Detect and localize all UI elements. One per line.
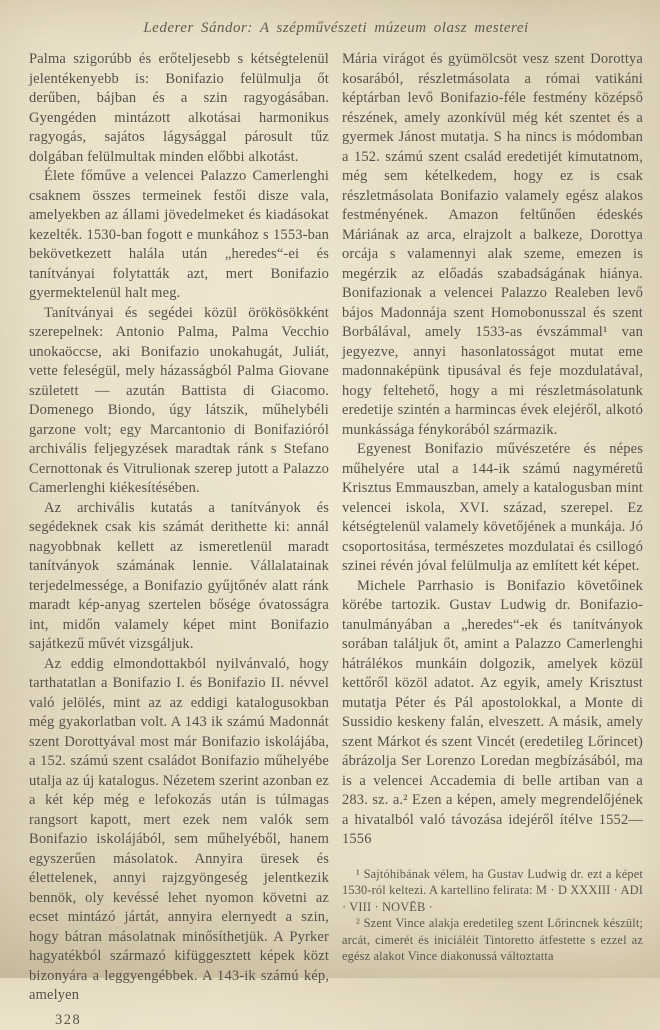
paragraph: Tanítványai és segédei közül örökösökként szerepelnek: Antonio Palma, Palma Vecchio unokaöccse, aki Bonifazio unokahugát, Juliát, vette feleségül, mely házasságból Palma Giovane született — azután Battista di Giacomo. Domenego Biondo, úgy látszik, műhelybéli garzone volt; egy Marcantonio di Bonifazióról archivális feljegyzések maradtak ránk s Stefano Cernottonak és Vitrulionak szerep jutott a Palazzo Camerlenghi kiékesítésében. bbox=[29, 304, 329, 499]
paragraph: Élete főműve a velencei Palazzo Camerlenghi csaknem összes termeinek festői disze vala, amelyekben az állami jövedelmeket és kiadásokat kezelték. 1530-ban fogott e munkához s 1553-ban bekövetkezett halála után „heredes“-ei és tanítványai folytatták azt, mert Bonifazio gyermektelenül halt meg. bbox=[29, 167, 329, 304]
footnote-2: ² Szent Vince alakja eredetileg szent Lőrincnek készült; arcát, cimerét és iniciáléit Tintoretto átfestette s ezzel az egész alakot Vince diakonussá változtatta bbox=[342, 915, 643, 965]
page-number: 328 bbox=[55, 1011, 329, 1030]
paragraph: Az archivális kutatás a tanítványok és segédeknek csak kis számát derithette ki: annál nagyobbnak kellett az ismeretlenül maradt tanítványok számának lennie. Vállalatainak terjedelmessége, a Bonifazio gyűjtőnév alatt ránk maradt kép-anyag szertelen bősége óvatosságra int, midőn valamely képet mint Bonifazio sajátkezű művét vizsgáljuk. bbox=[29, 499, 329, 655]
paragraph: Palma szigorúbb és erőteljesebb s kétségtelenül jelentékenyebb is: Bonifazio felülmulja őt derűben, bájban és a szin ragyogásában. Gyengéden mintázott alkotásai harmonikus ragyogás, sajátos lágysággal párosult tűz dolgában felülmultak minden előbbi alkotást. bbox=[29, 50, 329, 167]
left-column bbox=[29, 50, 329, 1030]
paragraph: Michele Parrhasio is Bonifazio követőinek körébe tartozik. Gustav Ludwig dr. Bonifazio-tanulmányában a „heredes“-ek és tanítványok sorában találjuk őt, amint a Palazzo Camerlenghi hátrálékos munkáin dolgozik, amelyek közül kettőről közöl adatot. Az egyik, amely Krisztust mutatja Péter és Pál apostolokkal, a Monte di Sussidio keskeny falán, elveszett. A másik, amely szent Márkot és szent Vincét (eredetileg Lőrincet) ábrázolja Ser Lorenzo Loredan megbízásából, ma is a velencei Accademia di belle artiban van a 283. sz. a.² Ezen a képen, amely megrendelőjének a hivatalból való távozása idejéről ítélve 1552—1556 bbox=[342, 577, 643, 850]
paragraph: Mária virágot és gyümölcsöt vesz szent Dorottya kosarából, részletmásolata a római vatikáni képtárban levő Bonifazio-féle festmény középső részének, amely azonkívül még két szentet és a gyermek Jánost mutatja. S ha nincs is módomban a 152. számú szent család eredetijét kimutatnom, még sem kételkedem, hogy ez is csak részletmásolata Bonifazio valamely egész alakos festményének. Amazon feltűnően édeskés Máriának az arca, elrajzolt a balkeze, Dorottya orcája s valamennyi alak szeme, emezen is megérzik az előadás szabadságának hiánya. Bonifazionak a velencei Palazzo Realeben levő bájos Madonnája szent Homobonusszal és szent Borbálával, amely 1533-as évszámmal¹ van jegyezve, annyi hasonlatosságot mutat eme madonnaképünk tipusával és feje mozdulatával, hogy feltehető, hogy a mi részletmásolatunk eredetije szintén a harmincas évek elejéről, alkotó munkássága fénykorából származik. bbox=[342, 50, 643, 440]
running-header: Lederer Sándor: A szépművészeti múzeum olasz mesterei bbox=[29, 18, 643, 38]
paragraph: Az eddig elmondottakból nyilvánvaló, hogy tarthatatlan a Bonifazio I. és Bonifazio II. névvel való jelölés, mint az az eddigi katalogusokban még gyakorlatban volt. A 143 ik számú Madonnát szent Dorottyával most már Bonifazio iskolájába, a 152. számú szent családot Bonifazio műhelyébe utalja az új katalogus. Nézetem szerint azonban ez a két kép még e lefokozás után is túlmagas rangsort kapott, mert ezek nem valók sem Bonifazio iskolájából, sem műhelyéből, hanem egyszerűen másolatok. Annyira üresek és élettelenek, annyi rajzgyöngeség jelentkezik bennök, oly kevéssé lehet nyomon követni az ecset mintázó jártát, annyira elernyedt a szin, hogy bátran másolatnak minősíthetjük. A Pyrker hagyatékból származó kifüggesztett képek közt bizonyára a leggyengébbek. A 143-ik számú kép, amelyen bbox=[29, 655, 329, 1006]
text-body bbox=[29, 50, 643, 1030]
footnotes bbox=[342, 866, 643, 966]
paragraph: Egyenest Bonifazio művészetére és népes műhelyére utal a 144-ik számú nagyméretű Krisztus Emmauszban, amely a katalogusban mint velencei iskola, XVI. század, szerepel. Ez kétségtelenül valamely követőjének a munkája. Jó csoportositása, természetes mozdulatai és csillogó szinei révén jóval felülmulja az említett két képet. bbox=[342, 440, 643, 577]
footnote-1: ¹ Sajtóhibának vélem, ha Gustav Ludwig dr. ezt a képet 1530-ról keltezi. A kartellino felirata: M · D XXXIII · ADI · VIII · NOVĒB · bbox=[342, 866, 643, 916]
right-column bbox=[342, 50, 643, 1030]
